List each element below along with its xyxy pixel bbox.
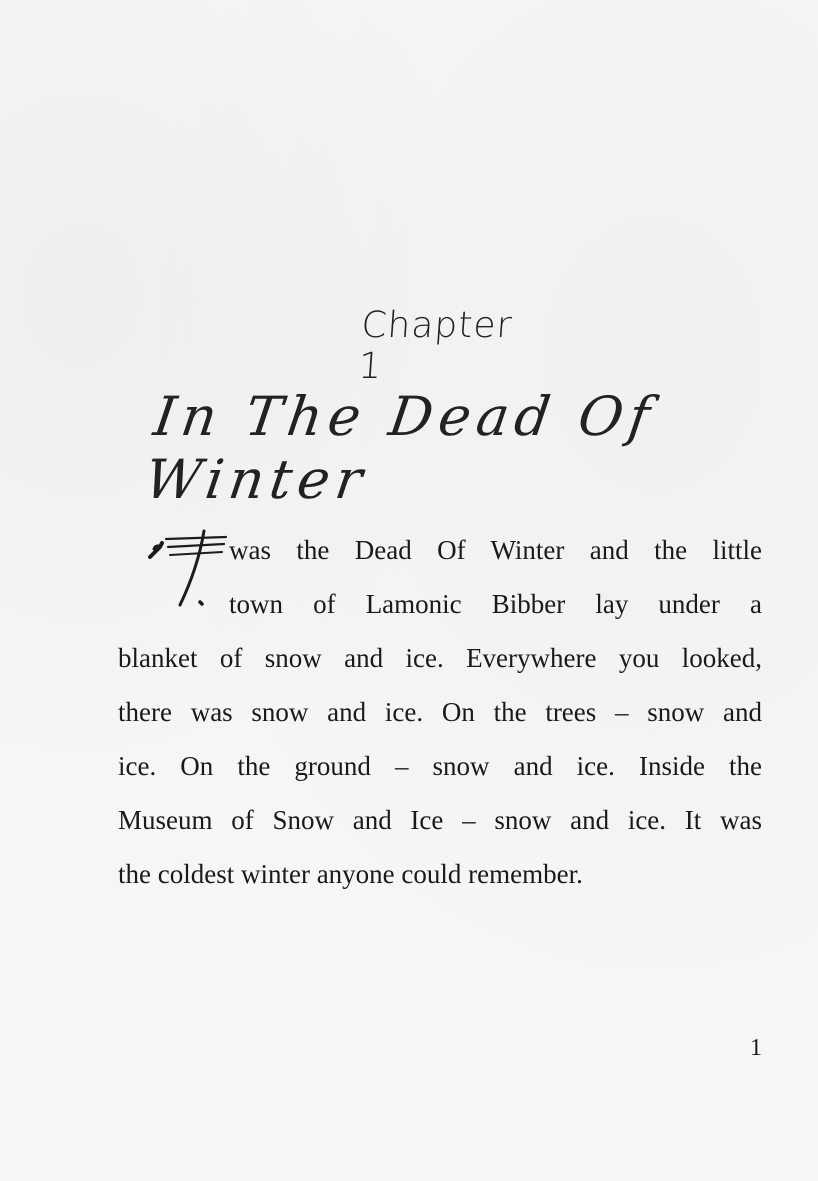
body-line-3: blanket of snow and ice. Everywhere you looked,	[118, 643, 762, 673]
body-line-7: the coldest winter anyone could remember.	[118, 859, 583, 889]
dropcap-letter-t-icon	[140, 525, 230, 620]
chapter-title: In The Dead Of Winter	[141, 385, 660, 511]
body-line-1: was the Dead Of Winter and the little	[229, 535, 762, 565]
body-line-5: ice. On the ground – snow and ice. Inside the	[118, 751, 762, 781]
body-line-4: there was snow and ice. On the trees – snow and	[118, 697, 762, 727]
body-line-2: town of Lamonic Bibber lay under a	[229, 589, 762, 619]
page-number: 1	[750, 1035, 762, 1061]
body-line-6: Museum of Snow and Ice – snow and ice. It was	[118, 805, 762, 835]
chapter-label: Chapter 1	[357, 305, 514, 387]
